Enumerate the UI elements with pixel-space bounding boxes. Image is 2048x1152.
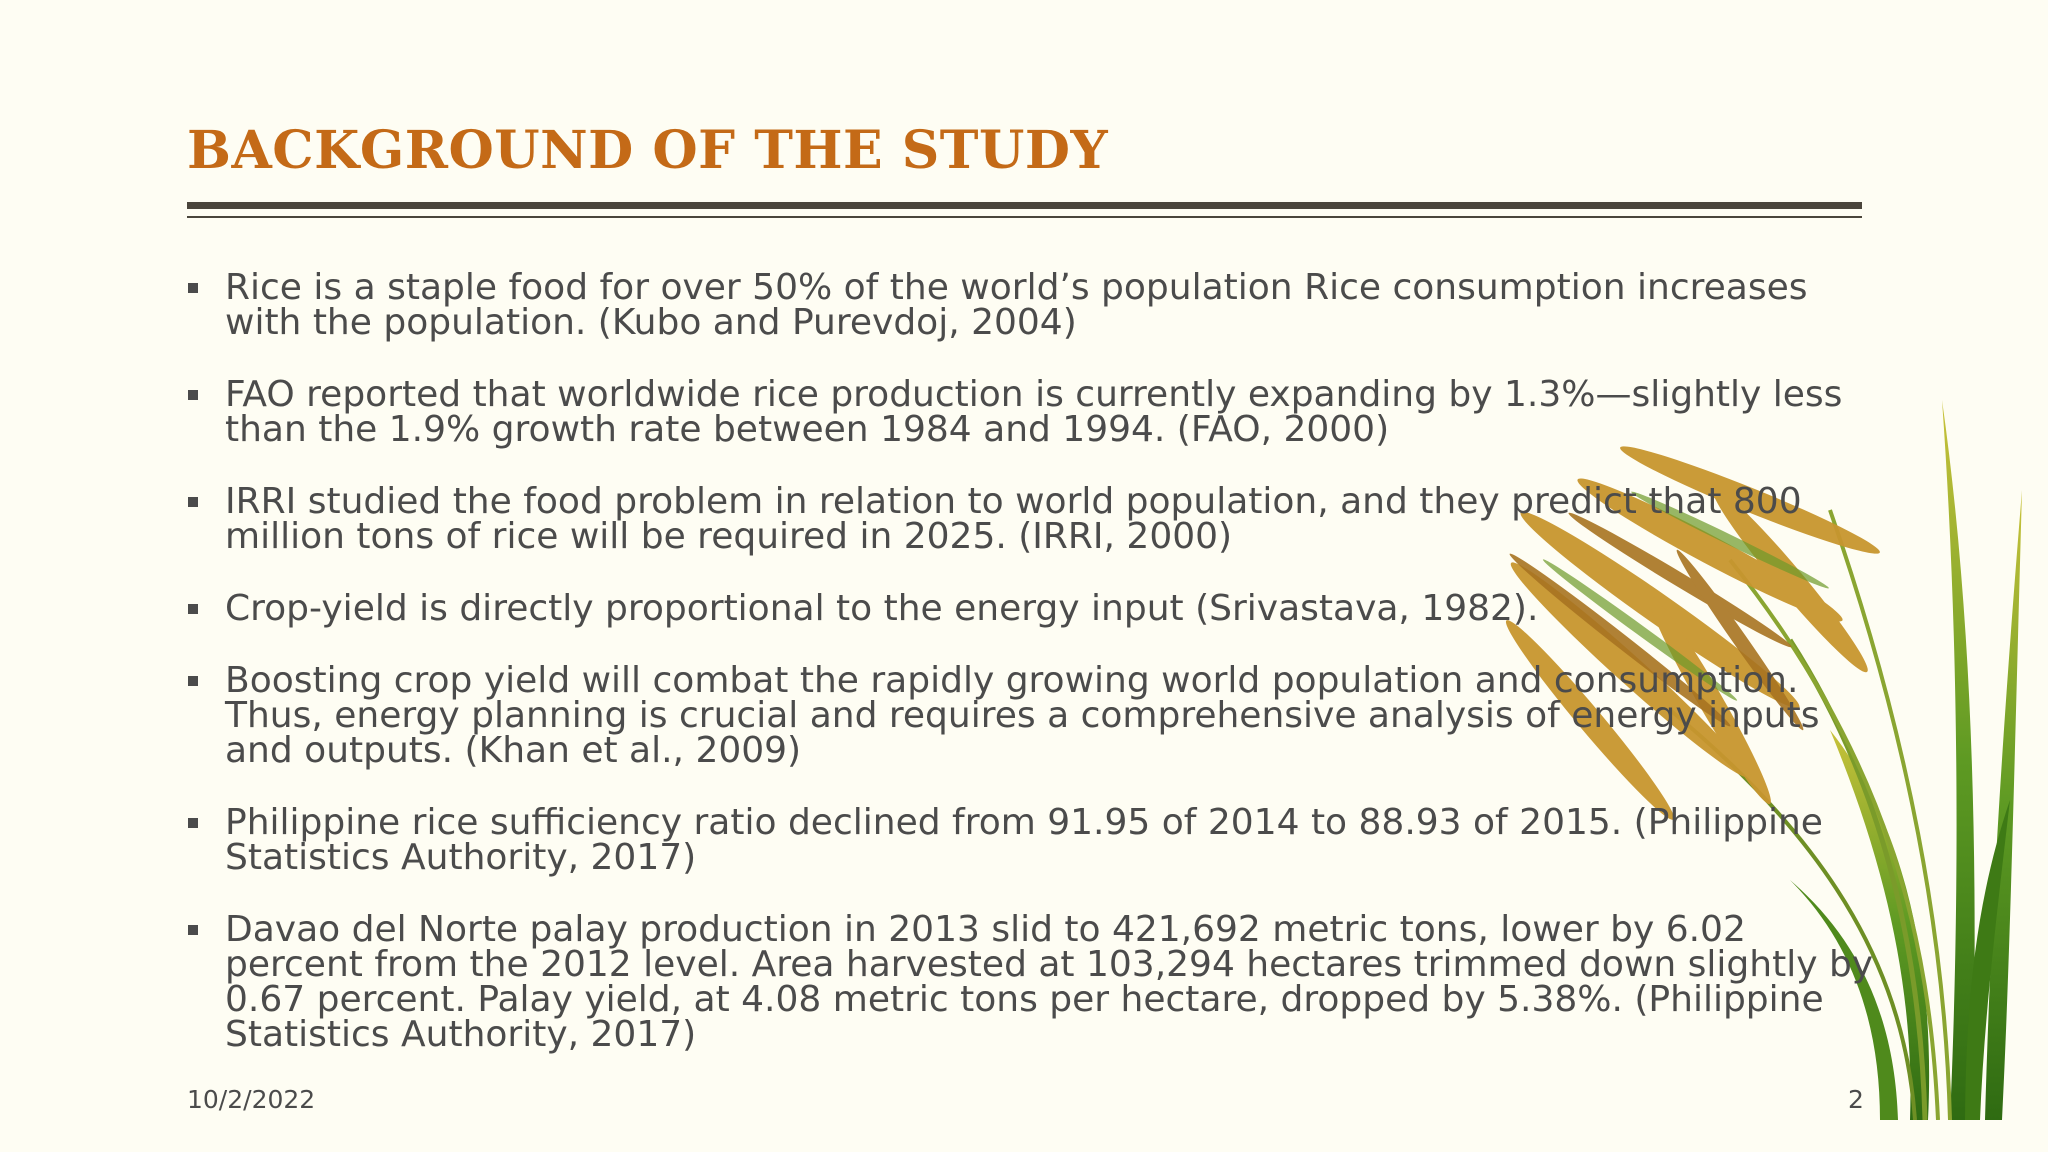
- list-item: [187, 802, 1877, 878]
- square-bullet-icon: [188, 818, 198, 828]
- bullet-text: Crop-yield is directly proportional to the energy input (Srivastava, 1982).: [225, 588, 1539, 629]
- bullet-text: Davao del Norte palay production in 2013 slid to 421,692 metric tons, lower by 6.02 percent from the 2012 level. Area harvested at 103,294 hectares trimmed down slightly by 0.67 percent. Palay yield, at 4.08 metric tons per hectare, dropped by 5.38%. (Philippine Statistics Authority, 2017): [225, 909, 1874, 1055]
- square-bullet-icon: [188, 390, 198, 400]
- bullet-text: FAO reported that worldwide rice production is currently expanding by 1.3%—slightly less than the 1.9% growth rate between 1984 and 1994. (FAO, 2000): [225, 374, 1843, 450]
- footer-date: 10/2/2022: [187, 1085, 316, 1114]
- bullet-list: [187, 267, 1877, 1089]
- title-rule-thick: [187, 202, 1862, 209]
- page-number: 2: [1848, 1085, 1864, 1114]
- bullet-text: Rice is a staple food for over 50% of the world’s population Rice consumption increases with the population. (Kubo and Purevdoj, 2004): [225, 267, 1808, 343]
- list-item: [187, 481, 1877, 557]
- list-item: [187, 660, 1877, 771]
- title-rule-thin: [187, 216, 1862, 218]
- square-bullet-icon: [188, 676, 198, 686]
- list-item: [187, 909, 1877, 1055]
- list-item: [187, 588, 1877, 629]
- bullet-text: Philippine rice sufficiency ratio declined from 91.95 of 2014 to 88.93 of 2015. (Philippine Statistics Authority, 2017): [225, 802, 1823, 878]
- square-bullet-icon: [188, 604, 198, 614]
- bullet-text: Boosting crop yield will combat the rapidly growing world population and consumption. Thus, energy planning is crucial and requires a comprehensive analysis of energy inputs and outputs. (Khan et al., 2009): [225, 660, 1820, 771]
- list-item: [187, 374, 1877, 450]
- square-bullet-icon: [188, 283, 198, 293]
- slide-title: BACKGROUND OF THE STUDY: [187, 120, 1109, 181]
- list-item: [187, 267, 1877, 343]
- square-bullet-icon: [188, 497, 198, 507]
- bullet-text: IRRI studied the food problem in relation to world population, and they predict that 800 million tons of rice will be required in 2025. (IRRI, 2000): [225, 481, 1802, 557]
- square-bullet-icon: [188, 925, 198, 935]
